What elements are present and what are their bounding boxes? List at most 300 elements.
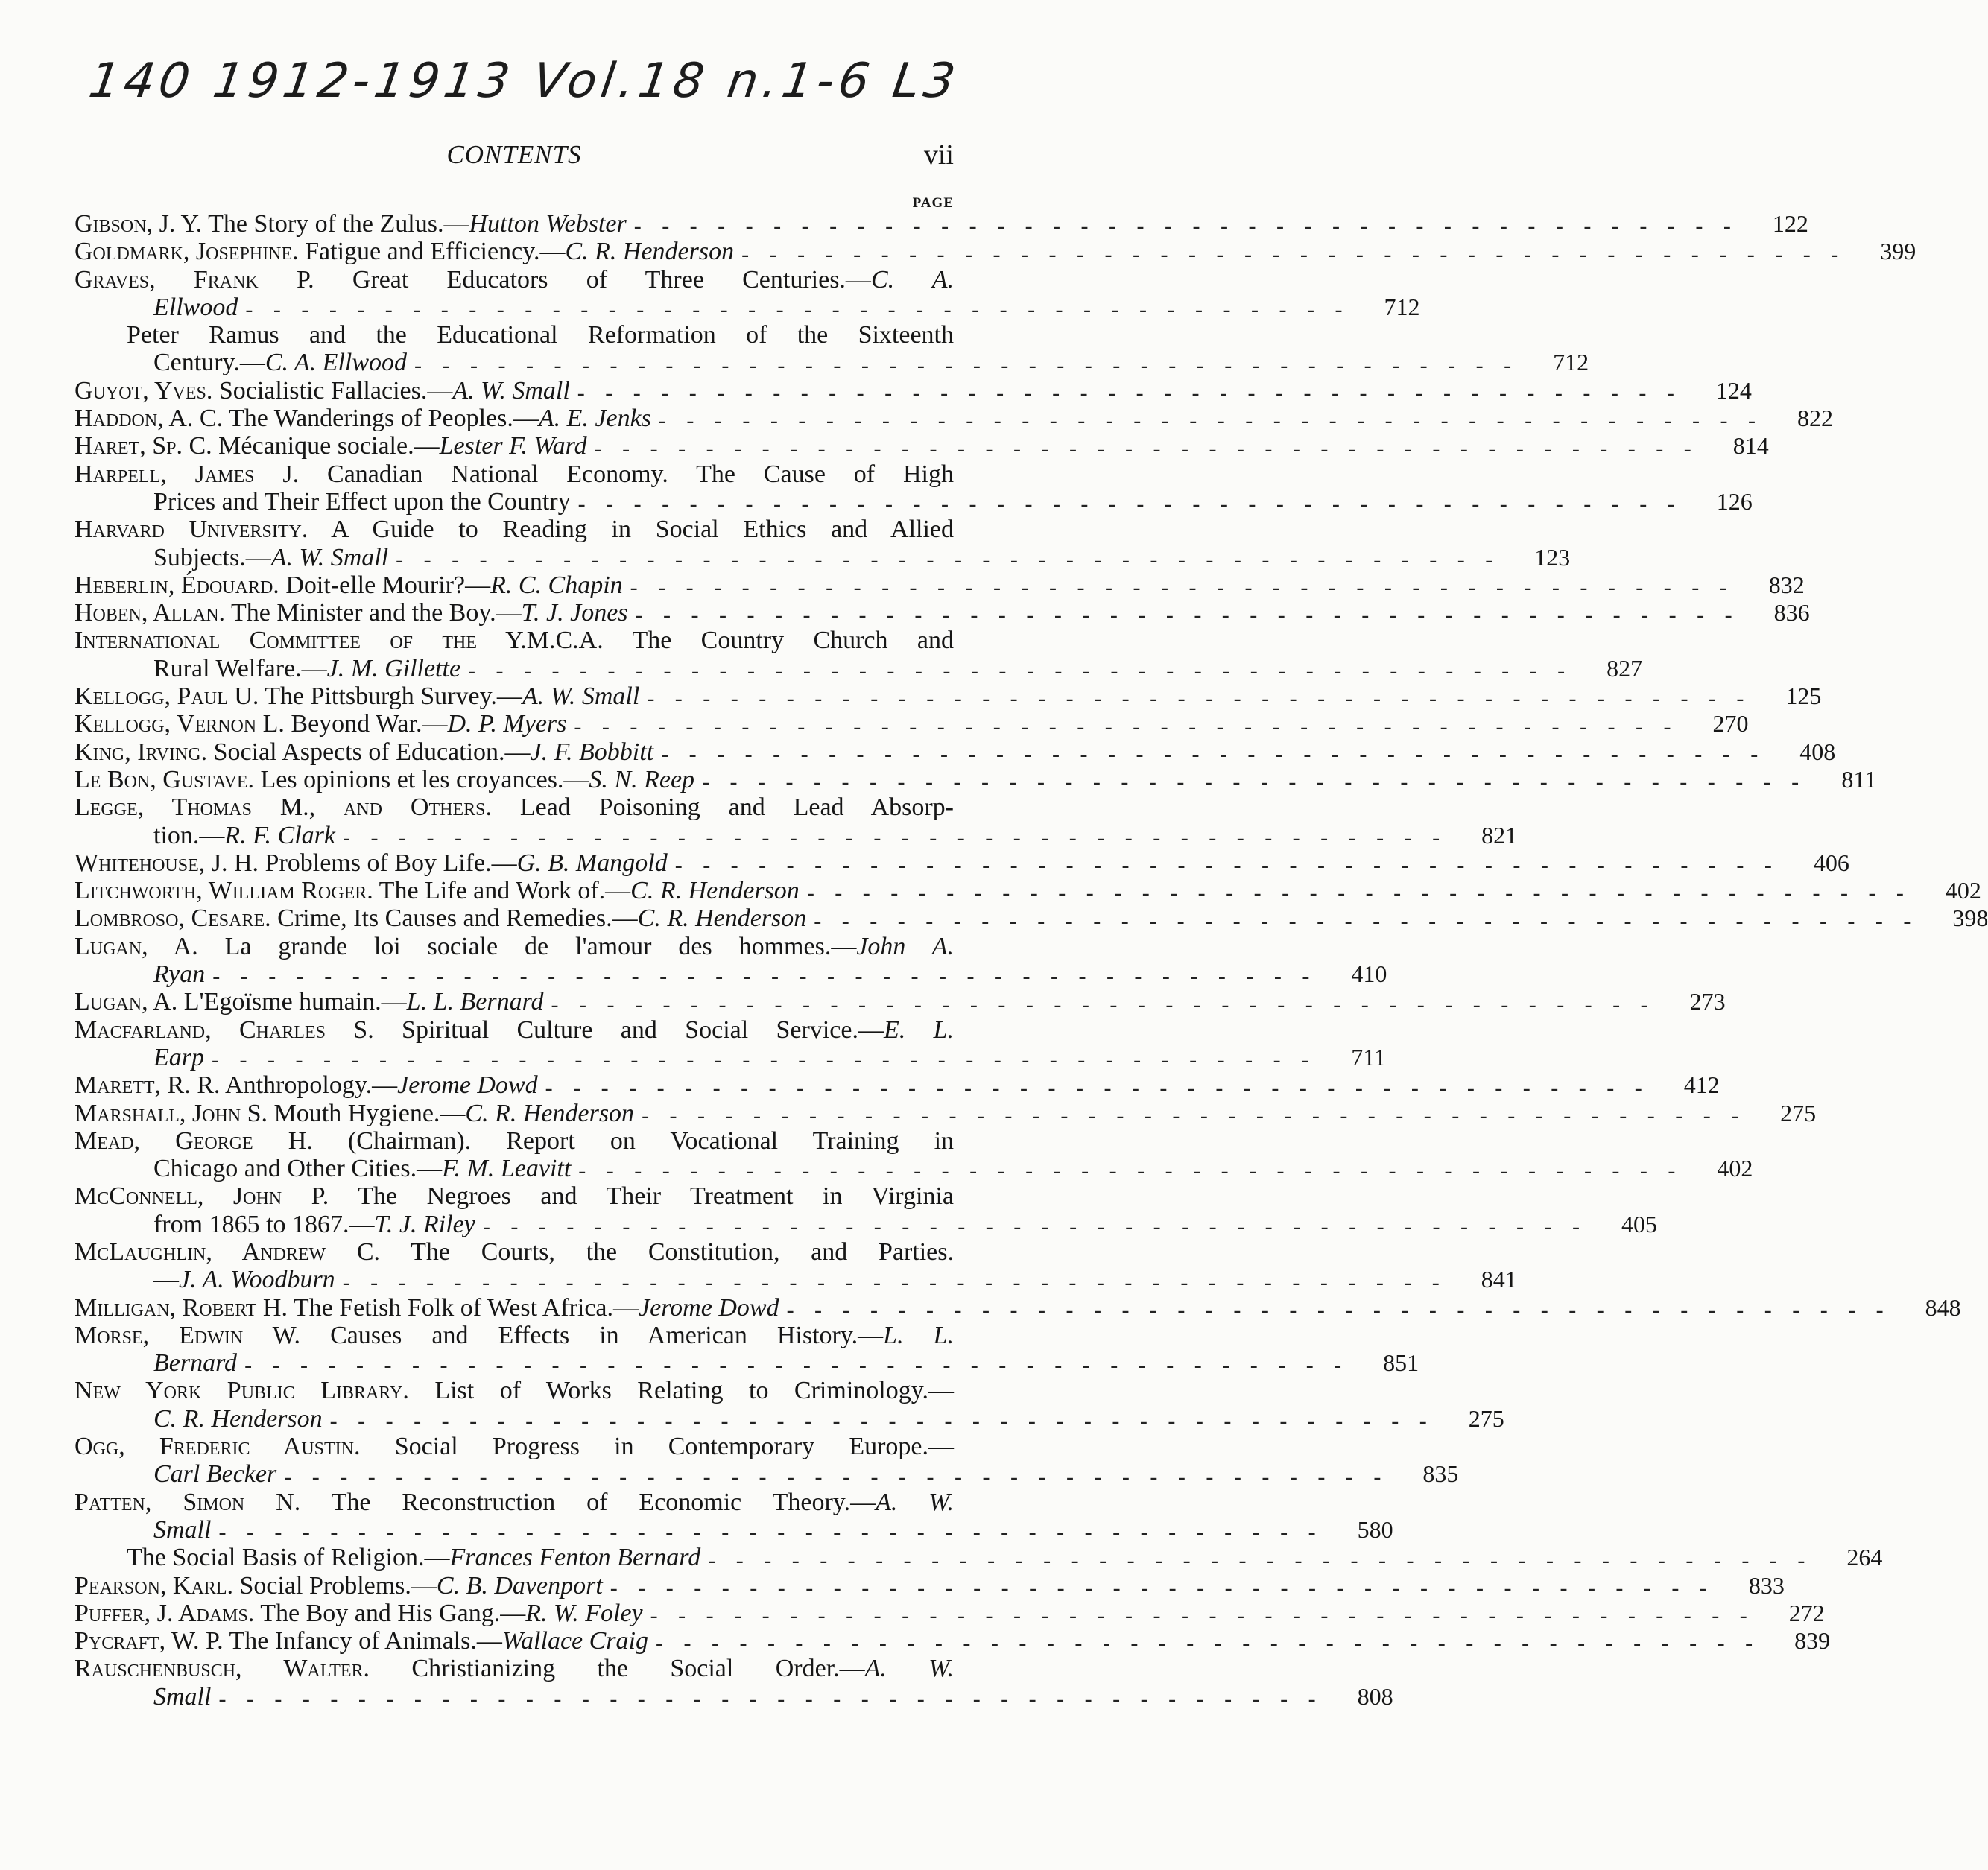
entry-text bbox=[75, 793, 954, 821]
entry-text bbox=[75, 1322, 954, 1349]
entry-text bbox=[75, 1433, 954, 1460]
dot-leader: - - - - - - - - - - - - - - - - - - - - - - - - - - - - - - - - - - - - - - - - bbox=[468, 659, 1573, 684]
entry-reviewer: D. P. Myers bbox=[447, 710, 567, 738]
entry-text bbox=[75, 933, 954, 960]
entry-text bbox=[75, 738, 653, 766]
entry-page-number: 412 bbox=[1683, 1071, 1720, 1099]
entry-title: The Courts, the Constitution, and Parties. bbox=[411, 1237, 954, 1266]
entry-page-number: 270 bbox=[1712, 710, 1749, 738]
entry-title: tion.— bbox=[153, 821, 225, 849]
entry-page-number: 839 bbox=[1794, 1627, 1831, 1655]
entry-text bbox=[75, 238, 734, 265]
toc-entry-continuation bbox=[75, 543, 1571, 572]
dot-leader: - - - - - - - - - - - - - - - - - - - - - - - - - - - - - - - - - - - - - - - - bbox=[551, 992, 1656, 1017]
entry-page-number: 836 bbox=[1773, 599, 1810, 627]
entry-text bbox=[153, 1044, 204, 1071]
entry-title: Lead Poisoning and Lead Absorp- bbox=[519, 793, 955, 822]
toc-entry-line bbox=[75, 405, 1834, 434]
entry-page-number: 124 bbox=[1715, 376, 1752, 404]
entry-title: List of Works Relating to Criminology.— bbox=[434, 1377, 955, 1405]
entry-page-number: 123 bbox=[1534, 543, 1571, 571]
entry-title: Mouth Hygiene.— bbox=[273, 1099, 466, 1127]
entry-title: from 1865 to 1867.— bbox=[153, 1210, 375, 1238]
toc-entry-continuation bbox=[75, 821, 1518, 850]
entry-page-number: 711 bbox=[1351, 1043, 1387, 1071]
entry-reviewer: Small bbox=[153, 1682, 212, 1711]
dot-leader: - - - - - - - - - - - - - - - - - - - - - - - - - - - - - - - - - - - - - - - - bbox=[786, 1297, 1891, 1322]
entry-author: Macfarland, Charles S. bbox=[75, 1015, 374, 1044]
toc-entry-line bbox=[75, 1293, 1961, 1322]
entry-reviewer: L. L. Bernard bbox=[406, 988, 544, 1016]
entry-author: Lugan, A. bbox=[75, 988, 178, 1016]
entry-reviewer: C. R. Henderson bbox=[565, 238, 735, 266]
entry-author: Morse, Edwin W. bbox=[75, 1321, 301, 1349]
entry-reviewer: A. E. Jenks bbox=[538, 405, 651, 433]
entry-reviewer: A. W. Small bbox=[452, 376, 570, 405]
toc-entry-line bbox=[75, 376, 1752, 406]
entry-author: McLaughlin, Andrew C. bbox=[75, 1237, 381, 1266]
entry-reviewer: E. L. bbox=[883, 1015, 954, 1044]
entry-author: McConnell, John P. bbox=[75, 1182, 329, 1211]
dot-leader: - - - - - - - - - - - - - - - - - - - - - - - - - - - - - - - - - - - - - - - - bbox=[708, 1547, 1813, 1573]
entry-text bbox=[75, 1627, 648, 1655]
entry-title: Peter Ramus and the Educational Reformation of the Sixteenth bbox=[127, 321, 954, 349]
toc-entry-continuation bbox=[75, 487, 1753, 517]
entry-page-number: 808 bbox=[1357, 1682, 1393, 1710]
entry-page-number: 408 bbox=[1799, 738, 1836, 765]
toc-entry-line bbox=[75, 1182, 954, 1210]
entry-title: Subjects.— bbox=[153, 543, 271, 571]
entry-author: Le Bon, Gustave. bbox=[75, 765, 254, 793]
entry-author: Marett, R. R. bbox=[75, 1071, 221, 1100]
entry-reviewer: Jerome Dowd bbox=[397, 1071, 538, 1100]
dot-leader: - - - - - - - - - - - - - - - - - - - - - - - - - - - - - - - - - - - - - - - - bbox=[642, 1103, 1747, 1128]
entry-author: Lombroso, Cesare. bbox=[75, 904, 271, 933]
entry-reviewer: R. F. Clark bbox=[224, 821, 336, 849]
toc-entry-line bbox=[75, 765, 1877, 795]
entry-author: Mead, George H. bbox=[75, 1126, 313, 1155]
page-column-label: PAGE bbox=[912, 195, 954, 211]
entry-reviewer: Hutton Webster bbox=[469, 210, 627, 238]
entry-text bbox=[153, 822, 335, 849]
entry-page-number: 264 bbox=[1846, 1544, 1883, 1571]
toc-entry-line bbox=[75, 1238, 954, 1266]
entry-text bbox=[153, 349, 407, 376]
entry-text bbox=[75, 1238, 954, 1266]
dot-leader: - - - - - - - - - - - - - - - - - - - - - - - - - - - - - - - - - - - - - - - - bbox=[245, 297, 1350, 323]
entry-text bbox=[153, 544, 388, 571]
entry-page-number: 821 bbox=[1481, 821, 1518, 849]
entry-page-number: 851 bbox=[1383, 1349, 1419, 1377]
toc-entry-continuation bbox=[75, 1155, 1753, 1184]
entry-author: Hoben, Allan. bbox=[75, 599, 226, 627]
entry-text bbox=[75, 210, 627, 238]
entry-title: Beyond War.— bbox=[291, 710, 448, 738]
toc-entry-line bbox=[75, 1016, 954, 1044]
entry-reviewer: G. B. Mangold bbox=[516, 849, 668, 877]
dot-leader: - - - - - - - - - - - - - - - - - - - - - - - - - - - - - - - - - - - - - - - - bbox=[635, 603, 1740, 628]
toc-entry-line bbox=[75, 1544, 1883, 1573]
toc-entry-continuation bbox=[75, 1404, 1504, 1434]
entry-page-number: 406 bbox=[1813, 849, 1849, 876]
entry-title: Social Problems.— bbox=[239, 1571, 437, 1600]
dot-leader: - - - - - - - - - - - - - - - - - - - - - - - - - - - - - - - - - - - - - - - - bbox=[343, 825, 1448, 850]
entry-title: Rural Welfare.— bbox=[153, 654, 327, 682]
entry-title: Canadian National Economy. The Cause of High bbox=[327, 460, 955, 488]
entry-page-number: 814 bbox=[1732, 432, 1769, 460]
toc-entry-line bbox=[75, 460, 954, 488]
toc-entry-continuation bbox=[75, 1043, 1387, 1073]
dot-leader: - - - - - - - - - - - - - - - - - - - - - - - - - - - - - - - - - - - - - - - - bbox=[610, 1575, 1715, 1600]
toc-entry-continuation bbox=[75, 1266, 1517, 1295]
entry-page-number: 841 bbox=[1481, 1266, 1517, 1293]
entry-reviewer: R. W. Foley bbox=[525, 1599, 643, 1627]
entry-text bbox=[75, 405, 651, 432]
entry-text bbox=[153, 488, 571, 516]
entry-author: Marshall, John S. bbox=[75, 1099, 268, 1127]
entry-author: New York Public Library. bbox=[75, 1377, 409, 1405]
entry-title: The Wanderings of Peoples.— bbox=[228, 405, 539, 433]
entry-title: Fatigue and Efficiency.— bbox=[305, 238, 566, 266]
entry-title: (Chairman). Report on Vocational Training in bbox=[347, 1126, 955, 1155]
entry-page-number: 402 bbox=[1717, 1155, 1753, 1182]
entry-title: The Story of the Zulus.— bbox=[208, 210, 469, 238]
entry-author: Rauschenbusch, Walter. bbox=[75, 1655, 370, 1683]
toc-entry-line bbox=[75, 710, 1749, 739]
entry-text bbox=[75, 1071, 538, 1099]
toc-entry-continuation bbox=[75, 349, 1589, 378]
entry-title: The Boy and His Gang.— bbox=[260, 1599, 526, 1627]
entry-title: The Pittsburgh Survey.— bbox=[265, 682, 522, 711]
toc-entry-continuation bbox=[75, 1460, 1459, 1489]
entry-text bbox=[75, 877, 800, 904]
entry-text bbox=[75, 516, 954, 543]
entry-reviewer: C. A. Ellwood bbox=[265, 349, 408, 377]
entry-reviewer: T. J. Jones bbox=[521, 599, 628, 627]
entry-reviewer: Ryan bbox=[153, 960, 206, 989]
entry-text bbox=[75, 1182, 954, 1210]
dot-leader: - - - - - - - - - - - - - - - - - - - - - - - - - - - - - - - - - - - - - - - - bbox=[212, 964, 1317, 989]
entry-page-number: 272 bbox=[1788, 1599, 1825, 1626]
entry-author: Pycraft, W. P. bbox=[75, 1627, 224, 1655]
dot-leader: - - - - - - - - - - - - - - - - - - - - - - - - - - - - - - - - - - - - - - - - bbox=[661, 741, 1766, 767]
entry-page-number: 122 bbox=[1772, 210, 1808, 237]
entry-text bbox=[75, 460, 954, 488]
entry-text bbox=[153, 960, 205, 988]
entry-text bbox=[75, 849, 668, 877]
dot-leader: - - - - - - - - - - - - - - - - - - - - - - - - - - - - - - - - - - - - - - - - bbox=[342, 1270, 1447, 1295]
entry-page-number: 273 bbox=[1689, 988, 1726, 1015]
entry-author: Ogg, Frederic Austin. bbox=[75, 1433, 361, 1461]
entry-reviewer: J. A. Woodburn bbox=[179, 1266, 335, 1294]
entry-text bbox=[75, 1572, 603, 1600]
toc-entry-line bbox=[75, 849, 1849, 878]
entry-author: Guyot, Yves. bbox=[75, 376, 213, 405]
entry-page-number: 410 bbox=[1351, 960, 1387, 988]
toc-entry-line bbox=[75, 1627, 1831, 1656]
dot-leader: - - - - - - - - - - - - - - - - - - - - - - - - - - - - - - - - - - - - - - - - bbox=[244, 1353, 1349, 1378]
entry-text bbox=[75, 1377, 954, 1404]
dot-leader: - - - - - - - - - - - - - - - - - - - - - - - - - - - - - - - - - - - - - - - - bbox=[650, 1603, 1755, 1629]
entry-page-number: 833 bbox=[1748, 1571, 1785, 1599]
entry-author: Harpell, James J. bbox=[75, 460, 300, 488]
dot-leader: - - - - - - - - - - - - - - - - - - - - - - - - - - - - - - - - - - - - - - - - bbox=[741, 241, 1846, 267]
entry-reviewer: J. M. Gillette bbox=[326, 654, 461, 682]
entry-title: Spiritual Culture and Social Service.— bbox=[402, 1015, 884, 1044]
entry-page-number: 398 bbox=[1952, 904, 1988, 932]
entry-title: The Minister and the Boy.— bbox=[230, 599, 522, 627]
entry-author: Legge, Thomas M., and Others. bbox=[75, 793, 492, 822]
contents-list bbox=[75, 210, 1988, 1712]
entry-text bbox=[153, 1405, 323, 1433]
entry-title: The Fetish Folk of West Africa.— bbox=[293, 1293, 639, 1322]
entry-page-number: 126 bbox=[1716, 487, 1753, 515]
entry-author: Graves, Frank P. bbox=[75, 265, 314, 294]
entry-page-number: 832 bbox=[1768, 571, 1805, 598]
entry-title: A Guide to Reading in Social Ethics and Allied bbox=[331, 516, 955, 544]
entry-page-number: 402 bbox=[1945, 877, 1981, 904]
entry-author: Patten, Simon N. bbox=[75, 1488, 301, 1516]
toc-entry-line bbox=[75, 627, 954, 654]
entry-page-number: 399 bbox=[1880, 238, 1916, 265]
toc-entry-line bbox=[75, 1377, 954, 1404]
entry-author: Pearson, Karl. bbox=[75, 1571, 233, 1600]
entry-reviewer: C. R. Henderson bbox=[153, 1404, 323, 1433]
entry-reviewer: L. L. bbox=[883, 1321, 955, 1349]
entry-text bbox=[75, 599, 628, 627]
toc-entry-line bbox=[75, 1571, 1785, 1600]
entry-text bbox=[75, 766, 694, 793]
entry-reviewer: Wallace Craig bbox=[501, 1627, 648, 1655]
entry-page-number: 822 bbox=[1797, 405, 1834, 432]
entry-text bbox=[75, 1127, 954, 1155]
toc-entry-line bbox=[75, 432, 1769, 461]
entry-text bbox=[75, 571, 623, 599]
entry-text bbox=[75, 1294, 779, 1322]
dot-leader: - - - - - - - - - - - - - - - - - - - - - - - - - - - - - - - - - - - - - - - - bbox=[594, 436, 1699, 461]
entry-page-number: 712 bbox=[1553, 349, 1589, 376]
entry-reviewer: Earp bbox=[153, 1043, 204, 1071]
toc-entry-line bbox=[75, 1489, 954, 1516]
entry-author: Gibson, J. Y. bbox=[75, 210, 203, 238]
entry-reviewer: C. A. bbox=[870, 265, 954, 294]
entry-title: Problems of Boy Life.— bbox=[265, 849, 517, 877]
entry-text bbox=[75, 432, 587, 460]
entry-title: Christianizing the Social Order.— bbox=[411, 1655, 865, 1683]
entry-reviewer: A. W. bbox=[876, 1488, 954, 1516]
toc-entry-line bbox=[75, 1099, 1817, 1128]
entry-title: Crime, Its Causes and Remedies.— bbox=[277, 904, 638, 933]
entry-reviewer: C. R. Henderson bbox=[637, 904, 807, 933]
entry-author: Haret, Sp. C. bbox=[75, 432, 212, 460]
toc-entry-continuation bbox=[75, 1349, 1419, 1378]
entry-text bbox=[75, 904, 806, 932]
entry-title: L'Egoïsme humain.— bbox=[183, 988, 407, 1016]
entry-reviewer: J. F. Bobbitt bbox=[530, 738, 654, 766]
entry-text bbox=[75, 988, 544, 1015]
entry-author: Milligan, Robert H. bbox=[75, 1293, 288, 1322]
dot-leader: - - - - - - - - - - - - - - - - - - - - - - - - - - - - - - - - - - - - - - - - bbox=[655, 1631, 1761, 1656]
handwritten-shelf-note: 140 1912-1913 Vol.18 n.1-6 L3 bbox=[85, 54, 963, 109]
entry-reviewer: A. W. bbox=[864, 1655, 954, 1683]
entry-author: International Committee of the Y.M.C.A. bbox=[75, 627, 604, 655]
entry-text bbox=[75, 1600, 643, 1627]
entry-reviewer: Carl Becker bbox=[153, 1460, 277, 1489]
dot-leader: - - - - - - - - - - - - - - - - - - - - - - - - - - - - - - - - - - - - - - - - bbox=[647, 686, 1752, 711]
entry-title: Social Aspects of Education.— bbox=[213, 738, 531, 766]
entry-title: Prices and Their Effect upon the Country bbox=[153, 487, 571, 516]
toc-entry-continuation bbox=[75, 960, 1387, 989]
entry-author: King, Irving. bbox=[75, 738, 208, 766]
dot-leader: - - - - - - - - - - - - - - - - - - - - - - - - - - - - - - - - - - - - - - - - bbox=[482, 1214, 1587, 1239]
entry-reviewer: S. N. Reep bbox=[589, 765, 695, 793]
toc-entry-line bbox=[75, 266, 954, 294]
entry-reviewer: Jerome Dowd bbox=[639, 1293, 779, 1322]
running-title: CONTENTS bbox=[446, 140, 582, 169]
dot-leader: - - - - - - - - - - - - - - - - - - - - - - - - - - - - - - - - - - - - - - - - bbox=[218, 1520, 1323, 1545]
toc-entry-line bbox=[75, 1071, 1720, 1100]
entry-reviewer: Bernard bbox=[153, 1349, 238, 1378]
dot-leader: - - - - - - - - - - - - - - - - - - - - - - - - - - - - - - - - - - - - - - - - bbox=[396, 547, 1501, 572]
entry-text bbox=[153, 1683, 211, 1711]
entry-reviewer: C. R. Henderson bbox=[465, 1099, 635, 1127]
toc-entry-line bbox=[75, 599, 1810, 628]
entry-author: Kellogg, Vernon L. bbox=[75, 710, 285, 738]
toc-entry-line bbox=[75, 682, 1822, 711]
toc-entry-line bbox=[75, 321, 954, 349]
entry-text bbox=[127, 1544, 700, 1571]
toc-entry-line bbox=[75, 988, 1726, 1017]
entry-reviewer: Small bbox=[153, 1515, 212, 1544]
entry-title: Doit-elle Mourir?— bbox=[285, 571, 491, 599]
entry-title: Social Progress in Contemporary Europe.— bbox=[394, 1433, 955, 1461]
toc-entry-line bbox=[75, 904, 1988, 934]
entry-author: Goldmark, Josephine. bbox=[75, 238, 299, 266]
entry-title: Chicago and Other Cities.— bbox=[153, 1155, 443, 1183]
dot-leader: - - - - - - - - - - - - - - - - - - - - - - - - - - - - - - - - - - - - - - - - bbox=[212, 1047, 1317, 1073]
toc-entry-line bbox=[75, 1322, 954, 1349]
entry-text bbox=[75, 377, 570, 405]
entry-title: The Reconstruction of Economic Theory.— bbox=[331, 1488, 876, 1516]
entry-title: Anthropology.— bbox=[225, 1071, 398, 1100]
entry-title: Century.— bbox=[153, 349, 265, 377]
running-head bbox=[75, 140, 954, 170]
toc-entry-line bbox=[75, 1127, 954, 1155]
dot-leader: - - - - - - - - - - - - - - - - - - - - - - - - - - - - - - - - - - - - - - - - bbox=[218, 1687, 1323, 1712]
entry-reviewer: A. W. Small bbox=[270, 543, 389, 571]
dot-leader: - - - - - - - - - - - - - - - - - - - - - - - - - - - - - - - - - - - - - - - - bbox=[545, 1075, 1650, 1100]
toc-entry-line bbox=[75, 1433, 954, 1460]
entry-text bbox=[75, 1489, 954, 1516]
entry-text bbox=[75, 627, 954, 654]
dot-leader: - - - - - - - - - - - - - - - - - - - - - - - - - - - - - - - - - - - - - - - - bbox=[414, 352, 1519, 378]
entry-reviewer: F. M. Leavitt bbox=[442, 1155, 572, 1183]
dot-leader: - - - - - - - - - - - - - - - - - - - - - - - - - - - - - - - - - - - - - - - - bbox=[577, 492, 1682, 517]
entry-author: Haddon, A. C. bbox=[75, 405, 224, 433]
entry-reviewer: Ellwood bbox=[153, 293, 238, 321]
entry-author: Lugan, A. bbox=[75, 932, 198, 960]
entry-text bbox=[153, 1211, 475, 1238]
entry-title: The Negroes and Their Treatment in Virginia bbox=[358, 1182, 954, 1211]
entry-reviewer: John A. bbox=[856, 932, 954, 960]
toc-entry-line bbox=[75, 1655, 954, 1682]
entry-title: Causes and Effects in American History.— bbox=[330, 1321, 884, 1349]
dot-leader: - - - - - - - - - - - - - - - - - - - - - - - - - - - - - - - - - - - - - - - - bbox=[578, 1159, 1683, 1184]
entry-reviewer: Frances Fenton Bernard bbox=[449, 1544, 701, 1572]
entry-reviewer: Lester F. Ward bbox=[439, 432, 587, 460]
entry-title: The Country Church and bbox=[632, 627, 954, 655]
toc-entry-continuation bbox=[75, 1515, 1393, 1545]
entry-title: The Infancy of Animals.— bbox=[229, 1627, 502, 1655]
entry-text bbox=[153, 655, 460, 682]
dot-leader: - - - - - - - - - - - - - - - - - - - - - - - - - - - - - - - - - - - - - - - - bbox=[814, 908, 1919, 934]
dot-leader: - - - - - - - - - - - - - - - - - - - - - - - - - - - - - - - - - - - - - - - - bbox=[630, 575, 1735, 600]
entry-title: The Life and Work of.— bbox=[379, 877, 631, 905]
entry-text bbox=[153, 1460, 276, 1488]
toc-entry-line bbox=[75, 210, 1808, 239]
toc-entry-continuation bbox=[75, 1682, 1393, 1712]
entry-page-number: 848 bbox=[1925, 1293, 1961, 1321]
entry-title: — bbox=[153, 1266, 179, 1294]
entry-text bbox=[153, 1349, 237, 1377]
entry-text bbox=[75, 1100, 634, 1127]
entry-page-number: 827 bbox=[1606, 654, 1643, 682]
entry-text bbox=[153, 1516, 211, 1544]
entry-reviewer: R. C. Chapin bbox=[490, 571, 623, 599]
entry-reviewer: T. J. Riley bbox=[374, 1210, 475, 1238]
dot-leader: - - - - - - - - - - - - - - - - - - - - - - - - - - - - - - - - - - - - - - - - bbox=[633, 214, 1738, 239]
entry-text bbox=[75, 266, 954, 294]
entry-text bbox=[75, 1655, 954, 1682]
dot-leader: - - - - - - - - - - - - - - - - - - - - - - - - - - - - - - - - - - - - - - - - bbox=[574, 714, 1679, 739]
dot-leader: - - - - - - - - - - - - - - - - - - - - - - - - - - - - - - - - - - - - - - - - bbox=[658, 408, 1764, 434]
entry-author: Puffer, J. Adams. bbox=[75, 1599, 255, 1627]
toc-entry-line bbox=[75, 933, 954, 960]
entry-title: The Social Basis of Religion.— bbox=[127, 1544, 450, 1572]
toc-entry-line bbox=[75, 238, 1916, 267]
entry-author: Kellogg, Paul U. bbox=[75, 682, 259, 711]
entry-reviewer: C. B. Davenport bbox=[436, 1571, 603, 1600]
toc-entry-line bbox=[75, 1599, 1825, 1629]
entry-title: Socialistic Fallacies.— bbox=[218, 376, 453, 405]
toc-entry-continuation bbox=[75, 293, 1420, 323]
dot-leader: - - - - - - - - - - - - - - - - - - - - - - - - - - - - - - - - - - - - - - - - bbox=[702, 770, 1807, 795]
entry-page-number: 125 bbox=[1785, 682, 1822, 710]
entry-text bbox=[75, 682, 639, 710]
toc-entry-line bbox=[75, 877, 1981, 906]
toc-entry-line bbox=[75, 738, 1836, 767]
entry-reviewer: C. R. Henderson bbox=[630, 877, 800, 905]
entry-text bbox=[127, 321, 954, 349]
page-folio: vii bbox=[923, 139, 954, 171]
entry-title: Les opinions et les croyances.— bbox=[260, 765, 589, 793]
entry-page-number: 275 bbox=[1780, 1099, 1817, 1126]
entry-page-number: 580 bbox=[1357, 1515, 1393, 1543]
entry-text bbox=[153, 1155, 571, 1182]
entry-page-number: 275 bbox=[1468, 1404, 1504, 1432]
entry-author: Heberlin, Édouard. bbox=[75, 571, 279, 599]
entry-title: Great Educators of Three Centuries.— bbox=[352, 265, 871, 294]
entry-author: Harvard University. bbox=[75, 516, 308, 544]
dot-leader: - - - - - - - - - - - - - - - - - - - - - - - - - - - - - - - - - - - - - - - - bbox=[674, 853, 1779, 878]
entry-text bbox=[75, 710, 566, 738]
toc-entry-continuation bbox=[75, 654, 1643, 684]
dot-leader: - - - - - - - - - - - - - - - - - - - - - - - - - - - - - - - - - - - - - - - - bbox=[806, 881, 1911, 906]
entry-page-number: 811 bbox=[1841, 765, 1877, 793]
toc-entry-continuation bbox=[75, 1210, 1657, 1239]
entry-title: Mécanique sociale.— bbox=[218, 432, 440, 460]
toc-entry-line bbox=[75, 571, 1805, 600]
